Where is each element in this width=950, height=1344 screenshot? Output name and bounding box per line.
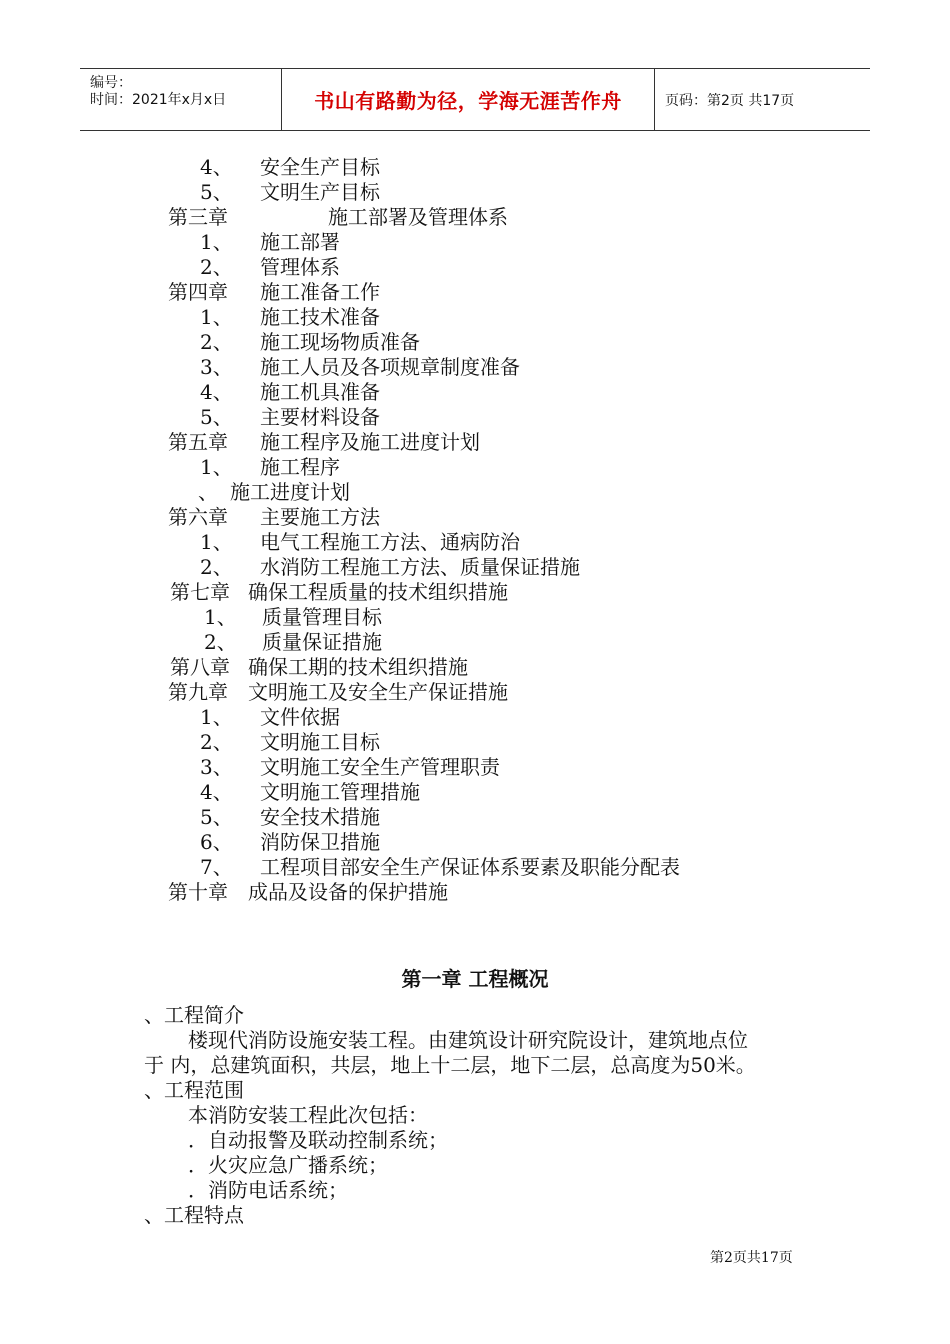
page-header — [80, 68, 870, 131]
toc-number: 7、 — [200, 855, 233, 879]
toc-number: 2、 — [200, 555, 233, 579]
paragraph-line: 于 内，总建筑面积，共层，地上十二层，地下二层，总高度为50米。 — [144, 1053, 756, 1077]
toc-text: 施工准备工作 — [260, 280, 380, 304]
section-heading: 、工程范围 — [144, 1078, 244, 1102]
motto-text: 书山有路勤为径，学海无涯苦作舟 — [314, 89, 622, 113]
toc-number: 2、 — [200, 330, 233, 354]
time-label: 时间：2021年x月x日 — [90, 92, 227, 108]
toc-number: 4、 — [200, 155, 233, 179]
toc-text: 确保工期的技术组织措施 — [248, 655, 468, 679]
paragraph-line: 本消防安装工程此次包括： — [188, 1103, 428, 1127]
toc-number: 4、 — [200, 780, 233, 804]
toc-text: 施工技术准备 — [260, 305, 380, 329]
toc-text: 工程项目部安全生产保证体系要素及职能分配表 — [260, 855, 680, 879]
header-motto-cell — [282, 69, 655, 130]
toc-text: 成品及设备的保护措施 — [248, 880, 448, 904]
toc-number: 3、 — [200, 355, 233, 379]
toc-text: 施工现场物质准备 — [260, 330, 420, 354]
toc-number: 2、 — [204, 630, 237, 654]
page-info: 页码：第2页 共17页 — [665, 92, 795, 109]
toc-text: 施工进度计划 — [230, 480, 350, 504]
serial-label: 编号： — [90, 75, 132, 91]
header-page-cell — [655, 69, 870, 130]
toc-text: 文明施工管理措施 — [260, 780, 420, 804]
toc-number: 1、 — [204, 605, 237, 629]
toc-text: 文明生产目标 — [260, 180, 380, 204]
toc-number: 1、 — [200, 530, 233, 554]
section-heading: 、工程特点 — [144, 1203, 244, 1227]
toc-number: 1、 — [200, 705, 233, 729]
toc-text: 管理体系 — [260, 255, 340, 279]
section-heading: 、工程简介 — [144, 1003, 244, 1027]
toc-text: 施工机具准备 — [260, 380, 380, 404]
toc-text: 安全生产目标 — [260, 155, 380, 179]
toc-text: 安全技术措施 — [260, 805, 380, 829]
toc-text: 质量管理目标 — [262, 605, 382, 629]
toc-number: 1、 — [200, 230, 233, 254]
list-item: ．自动报警及联动控制系统； — [188, 1128, 448, 1152]
toc-text: 质量保证措施 — [262, 630, 382, 654]
chapter-title: 第一章 工程概况 — [401, 967, 549, 991]
toc-number: 3、 — [200, 755, 233, 779]
toc-text: 文明施工安全生产管理职责 — [260, 755, 500, 779]
toc-number: 第三章 — [168, 205, 228, 229]
toc-text: 水消防工程施工方法、质量保证措施 — [260, 555, 580, 579]
toc-number: 第八章 — [170, 655, 230, 679]
toc-number: 5、 — [200, 405, 233, 429]
toc-text: 文明施工目标 — [260, 730, 380, 754]
list-item: ．消防电话系统； — [188, 1178, 348, 1202]
toc-number: 1、 — [200, 455, 233, 479]
list-item: ．火灾应急广播系统； — [188, 1153, 388, 1177]
toc-text: 电气工程施工方法、通病防治 — [260, 530, 520, 554]
toc-number: 第五章 — [168, 430, 228, 454]
toc-number: 第九章 — [168, 680, 228, 704]
toc-text: 施工程序及施工进度计划 — [260, 430, 480, 454]
header-meta-cell — [80, 69, 282, 130]
toc-number: 、 — [198, 480, 218, 504]
toc-text: 消防保卫措施 — [260, 830, 380, 854]
toc-text: 施工程序 — [260, 455, 340, 479]
toc-number: 2、 — [200, 730, 233, 754]
paragraph-line: 楼现代消防设施安装工程。由建筑设计研究院设计，建筑地点位 — [188, 1028, 748, 1052]
toc-text: 主要施工方法 — [260, 505, 380, 529]
toc-text: 主要材料设备 — [260, 405, 380, 429]
toc-text: 确保工程质量的技术组织措施 — [248, 580, 508, 604]
toc-number: 4、 — [200, 380, 233, 404]
toc-text: 施工部署及管理体系 — [328, 205, 508, 229]
toc-number: 第七章 — [170, 580, 230, 604]
toc-number: 第四章 — [168, 280, 228, 304]
toc-number: 第六章 — [168, 505, 228, 529]
toc-number: 1、 — [200, 305, 233, 329]
toc-text: 文明施工及安全生产保证措施 — [248, 680, 508, 704]
toc-text: 文件依据 — [260, 705, 340, 729]
toc-text: 施工部署 — [260, 230, 340, 254]
toc-number: 5、 — [200, 805, 233, 829]
toc-number: 6、 — [200, 830, 233, 854]
toc-number: 5、 — [200, 180, 233, 204]
toc-number: 2、 — [200, 255, 233, 279]
toc-text: 施工人员及各项规章制度准备 — [260, 355, 520, 379]
toc-number: 第十章 — [168, 880, 228, 904]
page-footer: 第2页共17页 — [710, 1250, 793, 1266]
